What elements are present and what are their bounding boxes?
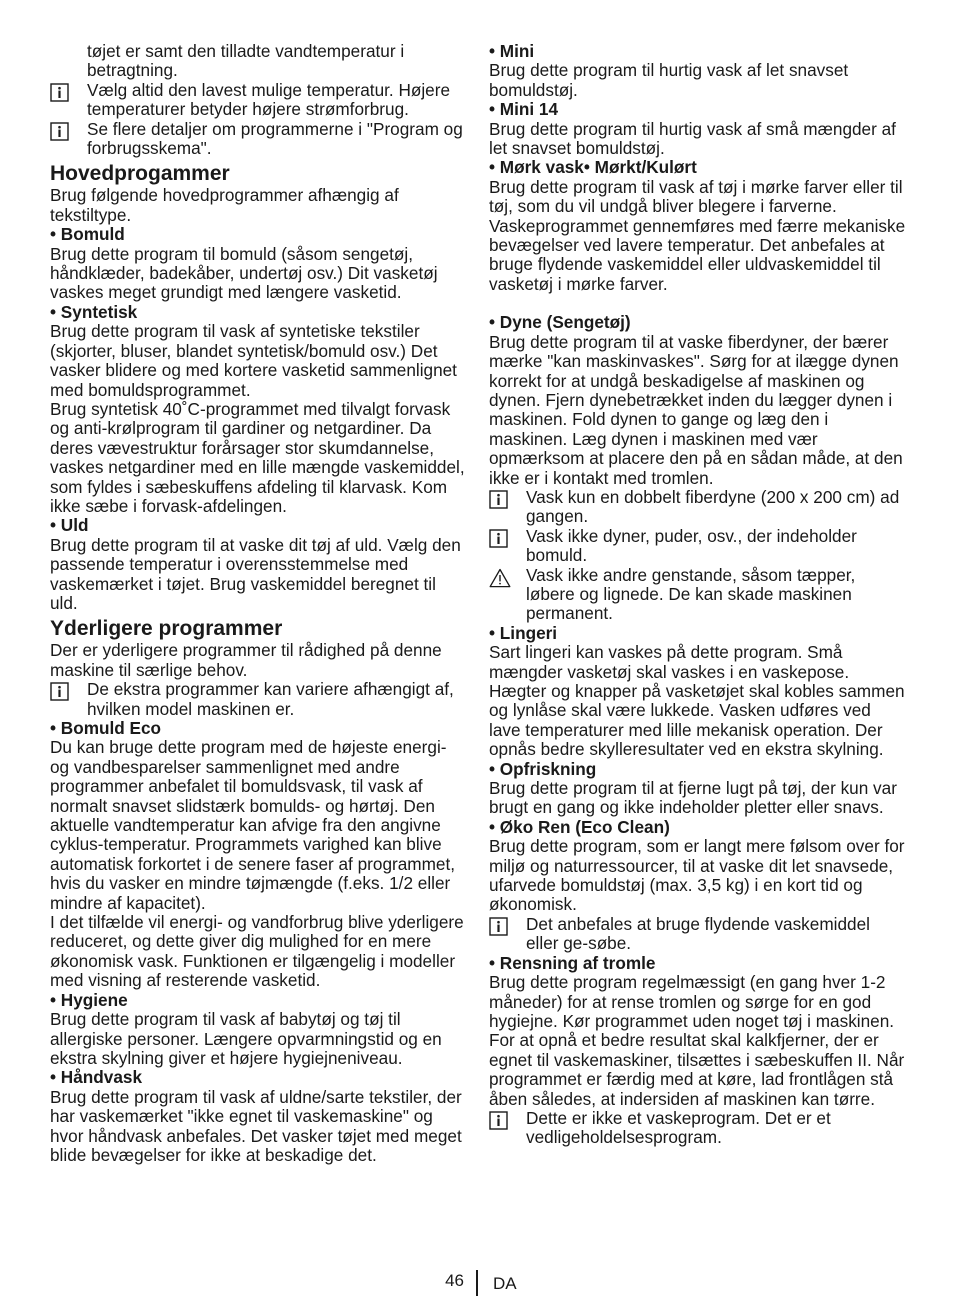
paragraph: Brug dette program til bomuld (såsom sengetøj, håndklæder, badekåber, undertøj osv.) Dit vasketøj vaskes meget grundigt med længere vasketid. [50,243,438,303]
program-title: • Håndvask [50,1067,142,1088]
paragraph: Brug følgende hovedprogrammer afhængig af tekstiltype. [50,185,399,225]
info-note [489,915,907,954]
note-text: Se flere detaljer om programmerne i "Program og forbrugsskema". [87,118,463,159]
note-text: Vask ikke andre genstande, såsom tæpper, løbere og lignede. De kan skade maskinen permanent. [526,564,856,624]
paragraph: Brug dette program til hurtig vask af små mængder af let snavset bomuldstøj. [489,118,896,159]
info-icon [50,81,87,102]
info-note [489,1109,907,1148]
program-title: • Mørk vask• Mørkt/Kulørt [489,157,697,178]
info-icon [489,915,526,936]
page-number: 46 [445,1271,464,1290]
program-title: • Lingeri [489,622,558,643]
paragraph: Brug dette program til at vaske dit tøj af uld. Vælg den passende temperatur i overensstemmelse med vaskemærket i tøjet. Brug vaskemiddel beregnet til uld. [50,534,461,613]
info-icon [489,1109,526,1130]
right-column [489,42,907,1148]
paragraph: Sart lingeri kan vaskes på dette program. Små mængder vasketøj skal vaskes i en vaskepose. Hægter og knapper på vasketøjet skal kobles sammen og lynlåse skal være lukkede. Vasken udføres ved lave temperaturer med lille mekanisk operation. Der opnås bedre skylleresultater ved en ekstra skylning. [489,642,905,760]
program-title: • Syntetisk [50,301,138,322]
info-icon [489,527,526,548]
left-column [50,42,468,1165]
language-code: DA [493,1274,517,1293]
program-title: • Hygiene [50,989,128,1010]
paragraph: Brug dette program til vask af babytøj og tøj til allergiske personer. Længere opvarmningstid og en ekstra skylning giver et højere hygiejneniveau. [50,1009,442,1068]
program-title: • Dyne (Sengetøj) [489,312,631,333]
paragraph: I det tilfælde vil energi- og vandforbrug blive yderligere reduceret, og dette giver dig mulighed for en mere økonomisk vask. Funktionen er tilgængelig i modeller med visning af resterende vasketid. [50,912,464,991]
section-heading-main: Hovedprogammer [50,162,230,186]
program-title: • Uld [50,515,89,536]
info-note [489,488,907,527]
info-note [489,527,907,566]
warning-note [489,566,907,624]
paragraph: Brug dette program til vask af tøj i mørke farver eller til tøj, som du vil undgå bliver blegere i farverne. Vaskeprogrammet gennemføres med færre mekaniske bevægelser ved lavere temperatur. Det anbefales at bruge flydende vaskemiddel eller uldvaskemiddel til vasketøj i mørke farver. [489,176,906,294]
program-title: • Opfriskning [489,758,597,779]
note-text: Vask kun en dobbelt fiberdyne (200 x 200 cm) ad gangen. [526,486,900,527]
program-title: • Mini 14 [489,99,559,120]
paragraph: Der er yderligere programmer til rådighed på denne maskine til særlige behov. [50,640,442,680]
intro-continuation: tøjet er samt den tilladte vandtemperatur i betragtning. [87,41,405,81]
paragraph: Brug dette program til hurtig vask af let snavset bomuldstøj. [489,60,849,100]
note-text: Vask ikke dyner, puder, osv., der indeholder bomuld. [526,525,857,566]
paragraph: Brug dette program regelmæssigt (en gang hver 1-2 måneder) for at rense tromlen og sørge for en god hygiejne. Kør programmet uden noget tøj i maskinen. For at opnå et bedre resultat skal kalkfjerner, der er egnet til vaskemaskiner, tilsættes i sæbeskuffen II. Når programmet er færdig med at køre, lad frontlågen stå åben således, at indersiden af maskinen kan tørre. [489,972,905,1109]
info-icon [50,120,87,141]
paragraph: Brug dette program til at fjerne lugt på tøj, der kun var brugt en gang og ikke indeholder pletter eller snavs. [489,778,897,818]
info-note [50,81,468,120]
page-footer [0,1270,954,1296]
program-title: • Bomuld Eco [50,718,162,738]
paragraph: Du kan bruge dette program med de højeste energi- og vandbesparelser sammenlignet med andre programmer anbefalet til bomuldsvask, til vask af normalt snavset slidstærk bomulds- og hørtøj. Den aktuelle vandtemperatur kan afvige fra den angivne cyklus-temperatur. Programmets varighed kan blive automatisk forkortet i de senere faser af programmet, hvis du vasker en mindre tøjmængde (f.eks. 1/2 eller mindre af kapacitet). [50,737,456,913]
info-note [50,120,468,159]
note-text: Det anbefales at bruge flydende vaskemiddel eller ge-søbe. [526,913,870,954]
section-heading-extra: Yderligere programmer [50,617,283,641]
program-title: • Bomuld [50,224,125,245]
warning-icon [489,566,526,588]
paragraph: Brug dette program, som er langt mere følsom over for miljø og naturressourcer, til at vaske dit let snavsede, ufarvede bomuldstøj (max. 3,5 kg) i en kort tid og økonomisk. [489,836,905,915]
info-note [50,680,468,719]
program-title: • Mini [489,41,535,61]
info-icon [489,488,526,509]
paragraph: Brug dette program til vask af uldne/sarte tekstiler, der har vaskemærket "ikke egnet til vaskemaskine" og hvor håndvask anbefales. Det vasker tøjet med meget blide bevægelser for ikke at beskadige det. [50,1086,462,1165]
paragraph: Brug dette program til vask af syntetiske tekstiler (skjorter, bluser, blandet syntetisk/bomuld osv.) Det vasker blidere og med kortere vasketid sammenlignet med bomuldsprogrammet. [50,321,457,400]
spacer [489,294,907,313]
note-text: Vælg altid den lavest mulige temperatur. Højere temperaturer betyder højere strømforbrug. [87,79,451,120]
program-title: • Rensning af tromle [489,952,656,973]
program-title: • Øko Ren (Eco Clean) [489,816,670,837]
paragraph: Brug syntetisk 40˚C-programmet med tilvalgt forvask og anti-krølprogram til gardiner og netgardiner. Da deres vævestruktur forårsager stor skumdannelse, vaskes netgardiner med en lille mængde vaskemiddel, som fyldes i sæbeskuffens afdeling til klarvask. Kom ikke sæbe i forvask-afdelingen. [50,398,465,516]
note-text: De ekstra programmer kan variere afhængigt af, hvilken model maskinen er. [87,679,454,719]
note-text: Dette er ikke et vaskeprogram. Det er et vedligeholdelsesprogram. [526,1107,831,1148]
paragraph: Brug dette program til at vaske fiberdyner, der bærer mærke "kan maskinvaskes". Sørg for at ilægge dynen korrekt for at undgå beskadigelse af maskinen og dynen. Fjern dynebetrækket inden du lægger dynen i maskinen. Fold dynen to gange og læg den i maskinen. Læg dynen i maskinen med vær opmærksom at placere den på en sådan måde, at den ikke er i kontakt med tromlen. [489,331,903,488]
info-icon [50,680,87,701]
footer-divider [476,1270,478,1296]
